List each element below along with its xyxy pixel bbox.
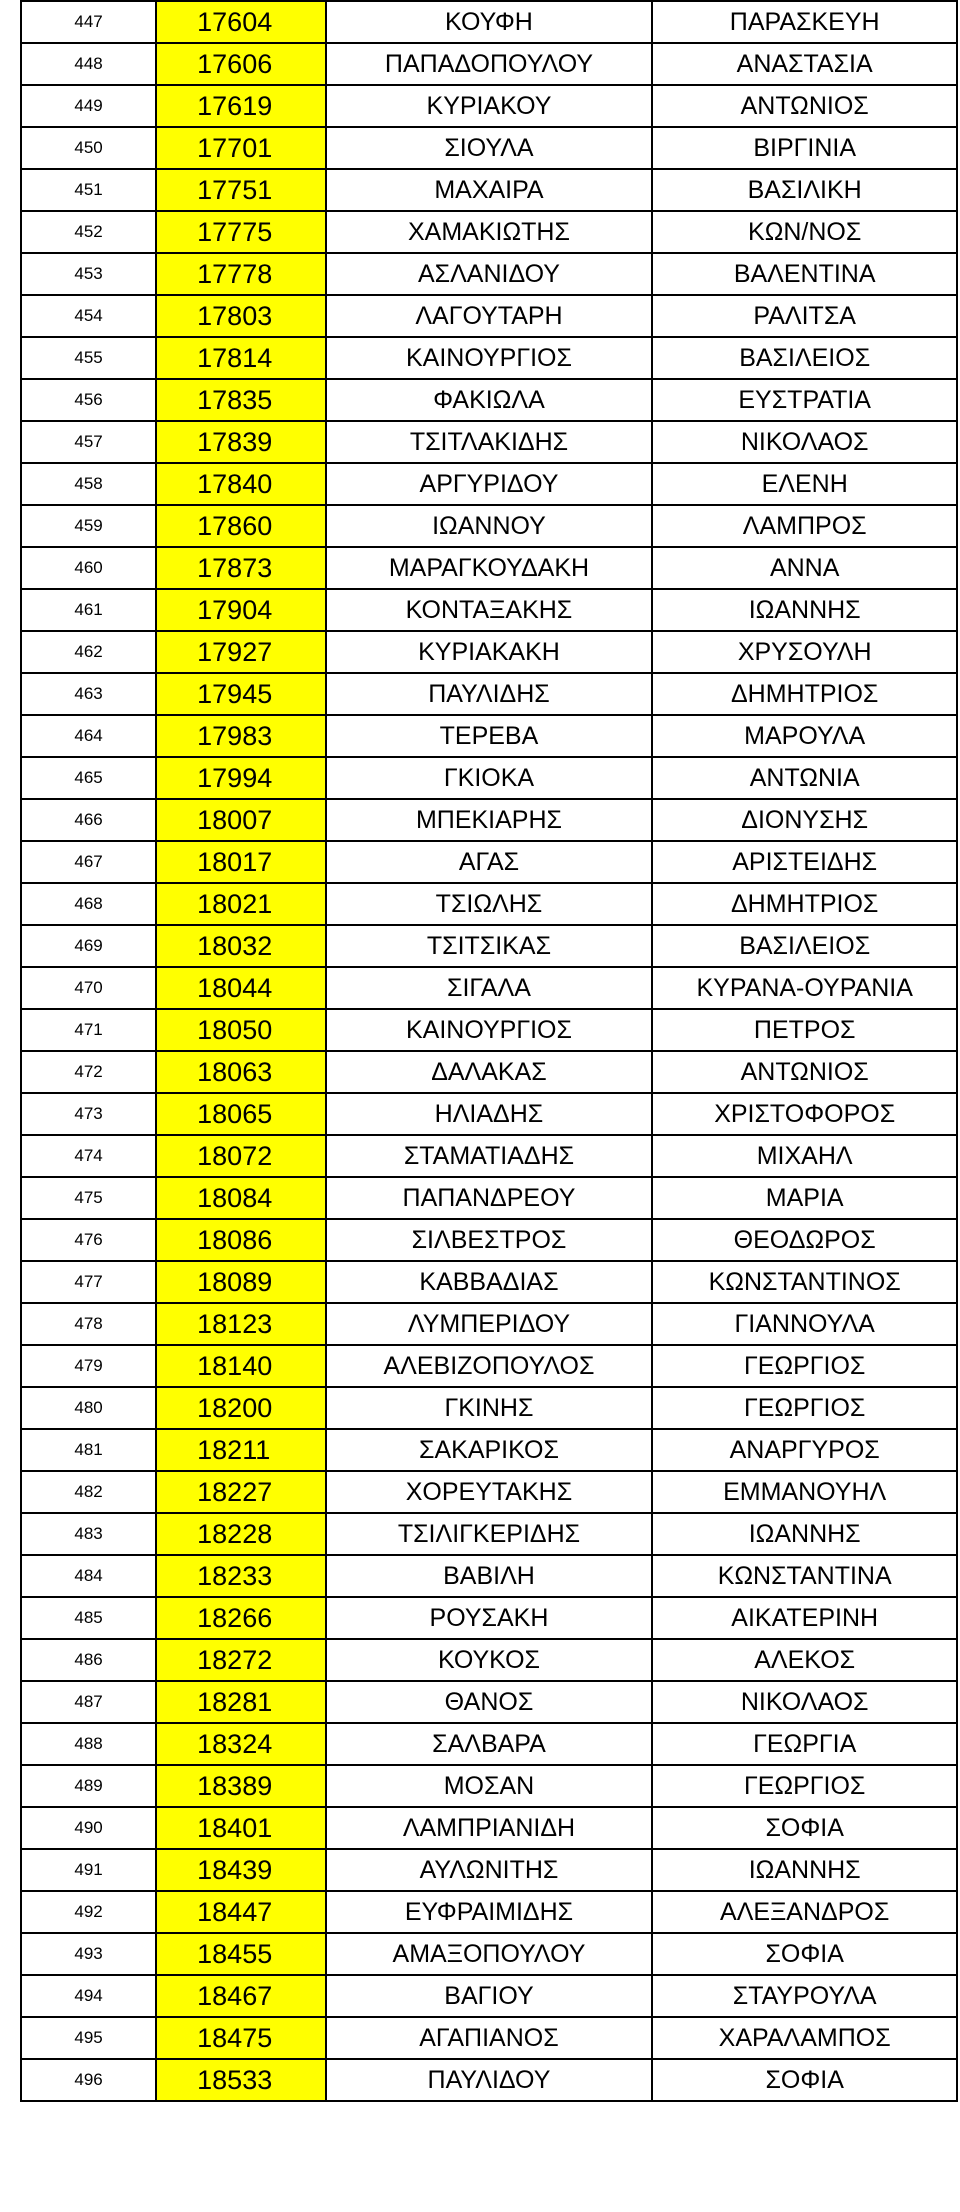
table-row [21, 715, 957, 757]
row-number-cell: 487 [21, 1681, 156, 1723]
row-number-cell: 474 [21, 1135, 156, 1177]
surname-cell: ΘΑΝΟΣ [326, 1681, 653, 1723]
code-cell: 17945 [156, 673, 325, 715]
table-row [21, 505, 957, 547]
code-cell: 18233 [156, 1555, 325, 1597]
code-cell: 17839 [156, 421, 325, 463]
row-number-cell: 468 [21, 883, 156, 925]
first-name-cell: ΔΙΟΝΥΣΗΣ [652, 799, 957, 841]
row-number-cell: 449 [21, 85, 156, 127]
row-number-cell: 496 [21, 2059, 156, 2101]
surname-cell: ΧΑΜΑΚΙΩΤΗΣ [326, 211, 653, 253]
code-cell: 18007 [156, 799, 325, 841]
row-number-cell: 469 [21, 925, 156, 967]
row-number-cell: 447 [21, 1, 156, 43]
surname-cell: ΛΥΜΠΕΡΙΔΟΥ [326, 1303, 653, 1345]
table-row [21, 1513, 957, 1555]
first-name-cell: ΓΙΑΝΝΟΥΛΑ [652, 1303, 957, 1345]
code-cell: 17840 [156, 463, 325, 505]
first-name-cell: ΕΥΣΤΡΑΤΙΑ [652, 379, 957, 421]
row-number-cell: 491 [21, 1849, 156, 1891]
surname-cell: ΜΟΣΑΝ [326, 1765, 653, 1807]
first-name-cell: ΧΡΙΣΤΟΦΟΡΟΣ [652, 1093, 957, 1135]
first-name-cell: ΑΛΕΞΑΝΔΡΟΣ [652, 1891, 957, 1933]
first-name-cell: ΡΑΛΙΤΣΑ [652, 295, 957, 337]
table-row [21, 169, 957, 211]
surname-cell: ΣΤΑΜΑΤΙΑΔΗΣ [326, 1135, 653, 1177]
row-number-cell: 480 [21, 1387, 156, 1429]
table-row [21, 1, 957, 43]
row-number-cell: 475 [21, 1177, 156, 1219]
table-row [21, 421, 957, 463]
row-number-cell: 461 [21, 589, 156, 631]
first-name-cell: ΜΙΧΑΗΛ [652, 1135, 957, 1177]
row-number-cell: 454 [21, 295, 156, 337]
table-row [21, 379, 957, 421]
code-cell: 17873 [156, 547, 325, 589]
table-row [21, 1849, 957, 1891]
table-row [21, 2017, 957, 2059]
code-cell: 17778 [156, 253, 325, 295]
code-cell: 18140 [156, 1345, 325, 1387]
table-body [21, 1, 957, 2101]
row-number-cell: 451 [21, 169, 156, 211]
surname-cell: ΡΟΥΣΑΚΗ [326, 1597, 653, 1639]
row-number-cell: 462 [21, 631, 156, 673]
surname-cell: ΒΑΓΙΟΥ [326, 1975, 653, 2017]
row-number-cell: 486 [21, 1639, 156, 1681]
table-row [21, 1639, 957, 1681]
surname-cell: ΤΣΙΤΣΙΚΑΣ [326, 925, 653, 967]
surname-cell: ΑΡΓΥΡΙΔΟΥ [326, 463, 653, 505]
table-row [21, 1555, 957, 1597]
table-row [21, 1471, 957, 1513]
first-name-cell: ΓΕΩΡΓΙΟΣ [652, 1765, 957, 1807]
code-cell: 17751 [156, 169, 325, 211]
table-row [21, 1219, 957, 1261]
table-row [21, 463, 957, 505]
surname-cell: ΤΣΙΤΛΑΚΙΔΗΣ [326, 421, 653, 463]
code-cell: 17775 [156, 211, 325, 253]
surname-cell: ΙΩΑΝΝΟΥ [326, 505, 653, 547]
table-row [21, 1723, 957, 1765]
surname-cell: ΣΑΛΒΑΡΑ [326, 1723, 653, 1765]
first-name-cell: ΣΟΦΙΑ [652, 1807, 957, 1849]
first-name-cell: ΑΡΙΣΤΕΙΔΗΣ [652, 841, 957, 883]
row-number-cell: 494 [21, 1975, 156, 2017]
table-row [21, 127, 957, 169]
table-row [21, 1093, 957, 1135]
code-cell: 18227 [156, 1471, 325, 1513]
code-cell: 17803 [156, 295, 325, 337]
table-row [21, 1177, 957, 1219]
table-row [21, 1051, 957, 1093]
row-number-cell: 450 [21, 127, 156, 169]
surname-cell: ΛΑΓΟΥΤΑΡΗ [326, 295, 653, 337]
table-row [21, 85, 957, 127]
first-name-cell: ΑΝΤΩΝΙΑ [652, 757, 957, 799]
surname-cell: ΓΚΙΝΗΣ [326, 1387, 653, 1429]
code-cell: 18063 [156, 1051, 325, 1093]
table-row [21, 757, 957, 799]
row-number-cell: 488 [21, 1723, 156, 1765]
surname-cell: ΤΣΙΩΛΗΣ [326, 883, 653, 925]
first-name-cell: ΜΑΡΟΥΛΑ [652, 715, 957, 757]
surname-cell: ΕΥΦΡΑΙΜΙΔΗΣ [326, 1891, 653, 1933]
surname-cell: ΣΑΚΑΡΙΚΟΣ [326, 1429, 653, 1471]
first-name-cell: ΑΝΤΩΝΙΟΣ [652, 1051, 957, 1093]
code-cell: 17619 [156, 85, 325, 127]
surname-cell: ΑΓΑΠΙΑΝΟΣ [326, 2017, 653, 2059]
row-number-cell: 482 [21, 1471, 156, 1513]
row-number-cell: 457 [21, 421, 156, 463]
table-row [21, 631, 957, 673]
table-row [21, 547, 957, 589]
row-number-cell: 458 [21, 463, 156, 505]
row-number-cell: 493 [21, 1933, 156, 1975]
surname-cell: ΠΑΥΛΙΔΗΣ [326, 673, 653, 715]
surname-cell: ΜΑΧΑΙΡΑ [326, 169, 653, 211]
code-cell: 18266 [156, 1597, 325, 1639]
surname-cell: ΜΑΡΑΓΚΟΥΔΑΚΗ [326, 547, 653, 589]
table-row [21, 1681, 957, 1723]
surname-cell: ΧΟΡΕΥΤΑΚΗΣ [326, 1471, 653, 1513]
code-cell: 18017 [156, 841, 325, 883]
row-number-cell: 472 [21, 1051, 156, 1093]
first-name-cell: ΙΩΑΝΝΗΣ [652, 1849, 957, 1891]
row-number-cell: 466 [21, 799, 156, 841]
code-cell: 18050 [156, 1009, 325, 1051]
first-name-cell: ΒΑΣΙΛΕΙΟΣ [652, 337, 957, 379]
code-cell: 18032 [156, 925, 325, 967]
first-name-cell: ΚΥΡΑΝΑ-ΟΥΡΑΝΙΑ [652, 967, 957, 1009]
code-cell: 17606 [156, 43, 325, 85]
surname-cell: ΑΛΕΒΙΖΟΠΟΥΛΟΣ [326, 1345, 653, 1387]
code-cell: 18211 [156, 1429, 325, 1471]
row-number-cell: 478 [21, 1303, 156, 1345]
surname-cell: ΑΣΛΑΝΙΔΟΥ [326, 253, 653, 295]
row-number-cell: 473 [21, 1093, 156, 1135]
surname-cell: ΚΑΙΝΟΥΡΓΙΟΣ [326, 1009, 653, 1051]
code-cell: 18200 [156, 1387, 325, 1429]
row-number-cell: 470 [21, 967, 156, 1009]
code-cell: 18401 [156, 1807, 325, 1849]
row-number-cell: 476 [21, 1219, 156, 1261]
code-cell: 18072 [156, 1135, 325, 1177]
row-number-cell: 464 [21, 715, 156, 757]
table-row [21, 589, 957, 631]
surname-cell: ΚΑΙΝΟΥΡΓΙΟΣ [326, 337, 653, 379]
surname-cell: ΣΙΟΥΛΑ [326, 127, 653, 169]
first-name-cell: ΚΩΝ/ΝΟΣ [652, 211, 957, 253]
first-name-cell: ΑΝΑΣΤΑΣΙΑ [652, 43, 957, 85]
surname-cell: ΤΣΙΛΙΓΚΕΡΙΔΗΣ [326, 1513, 653, 1555]
table-row [21, 1933, 957, 1975]
code-cell: 17994 [156, 757, 325, 799]
surname-cell: ΚΟΥΦΗ [326, 1, 653, 43]
table-row [21, 925, 957, 967]
first-name-cell: ΑΙΚΑΤΕΡΙΝΗ [652, 1597, 957, 1639]
first-name-cell: ΙΩΑΝΝΗΣ [652, 1513, 957, 1555]
surname-cell: ΚΥΡΙΑΚΑΚΗ [326, 631, 653, 673]
first-name-cell: ΧΑΡΑΛΑΜΠΟΣ [652, 2017, 957, 2059]
surname-cell: ΒΑΒΙΛΗ [326, 1555, 653, 1597]
code-cell: 18533 [156, 2059, 325, 2101]
first-name-cell: ΕΛΕΝΗ [652, 463, 957, 505]
first-name-cell: ΑΝΤΩΝΙΟΣ [652, 85, 957, 127]
names-table [20, 0, 958, 2102]
code-cell: 17904 [156, 589, 325, 631]
surname-cell: ΠΑΥΛΙΔΟΥ [326, 2059, 653, 2101]
surname-cell: ΤΕΡΕΒΑ [326, 715, 653, 757]
table-row [21, 1891, 957, 1933]
table-row [21, 883, 957, 925]
code-cell: 18455 [156, 1933, 325, 1975]
code-cell: 18123 [156, 1303, 325, 1345]
first-name-cell: ΑΝΑΡΓΥΡΟΣ [652, 1429, 957, 1471]
row-number-cell: 465 [21, 757, 156, 799]
code-cell: 18272 [156, 1639, 325, 1681]
first-name-cell: ΚΩΝΣΤΑΝΤΙΝΟΣ [652, 1261, 957, 1303]
code-cell: 18021 [156, 883, 325, 925]
surname-cell: ΣΙΛΒΕΣΤΡΟΣ [326, 1219, 653, 1261]
first-name-cell: ΘΕΟΔΩΡΟΣ [652, 1219, 957, 1261]
code-cell: 17835 [156, 379, 325, 421]
row-number-cell: 471 [21, 1009, 156, 1051]
row-number-cell: 485 [21, 1597, 156, 1639]
code-cell: 18281 [156, 1681, 325, 1723]
code-cell: 17860 [156, 505, 325, 547]
row-number-cell: 484 [21, 1555, 156, 1597]
surname-cell: ΑΓΑΣ [326, 841, 653, 883]
table-row [21, 841, 957, 883]
first-name-cell: ΒΑΣΙΛΕΙΟΣ [652, 925, 957, 967]
table-row [21, 1009, 957, 1051]
table-row [21, 1975, 957, 2017]
surname-cell: ΚΑΒΒΑΔΙΑΣ [326, 1261, 653, 1303]
first-name-cell: ΓΕΩΡΓΙΑ [652, 1723, 957, 1765]
surname-cell: ΣΙΓΑΛΑ [326, 967, 653, 1009]
first-name-cell: ΕΜΜΑΝΟΥΗΛ [652, 1471, 957, 1513]
code-cell: 18065 [156, 1093, 325, 1135]
first-name-cell: ΔΗΜΗΤΡΙΟΣ [652, 673, 957, 715]
code-cell: 18324 [156, 1723, 325, 1765]
code-cell: 17983 [156, 715, 325, 757]
row-number-cell: 490 [21, 1807, 156, 1849]
first-name-cell: ΒΑΛΕΝΤΙΝΑ [652, 253, 957, 295]
surname-cell: ΜΠΕΚΙΑΡΗΣ [326, 799, 653, 841]
surname-cell: ΛΑΜΠΡΙΑΝΙΔΗ [326, 1807, 653, 1849]
first-name-cell: ΝΙΚΟΛΑΟΣ [652, 421, 957, 463]
first-name-cell: ΠΑΡΑΣΚΕΥΗ [652, 1, 957, 43]
row-number-cell: 459 [21, 505, 156, 547]
first-name-cell: ΛΑΜΠΡΟΣ [652, 505, 957, 547]
code-cell: 18086 [156, 1219, 325, 1261]
table-row [21, 337, 957, 379]
row-number-cell: 477 [21, 1261, 156, 1303]
first-name-cell: ΓΕΩΡΓΙΟΣ [652, 1345, 957, 1387]
table-row [21, 1429, 957, 1471]
table-row [21, 295, 957, 337]
code-cell: 18467 [156, 1975, 325, 2017]
code-cell: 18089 [156, 1261, 325, 1303]
code-cell: 18439 [156, 1849, 325, 1891]
row-number-cell: 483 [21, 1513, 156, 1555]
first-name-cell: ΔΗΜΗΤΡΙΟΣ [652, 883, 957, 925]
first-name-cell: ΣΤΑΥΡΟΥΛΑ [652, 1975, 957, 2017]
code-cell: 18475 [156, 2017, 325, 2059]
table-row [21, 43, 957, 85]
surname-cell: ΚΥΡΙΑΚΟΥ [326, 85, 653, 127]
table-row [21, 1345, 957, 1387]
row-number-cell: 453 [21, 253, 156, 295]
first-name-cell: ΚΩΝΣΤΑΝΤΙΝΑ [652, 1555, 957, 1597]
surname-cell: ΚΟΥΚΟΣ [326, 1639, 653, 1681]
code-cell: 17701 [156, 127, 325, 169]
code-cell: 17604 [156, 1, 325, 43]
row-number-cell: 452 [21, 211, 156, 253]
first-name-cell: ΑΛΕΚΟΣ [652, 1639, 957, 1681]
row-number-cell: 455 [21, 337, 156, 379]
table-row [21, 1765, 957, 1807]
first-name-cell: ΧΡΥΣΟΥΛΗ [652, 631, 957, 673]
row-number-cell: 479 [21, 1345, 156, 1387]
table-row [21, 2059, 957, 2101]
row-number-cell: 492 [21, 1891, 156, 1933]
table-row [21, 1387, 957, 1429]
table-row [21, 1261, 957, 1303]
row-number-cell: 460 [21, 547, 156, 589]
row-number-cell: 467 [21, 841, 156, 883]
table-row [21, 673, 957, 715]
first-name-cell: ΙΩΑΝΝΗΣ [652, 589, 957, 631]
table-row [21, 799, 957, 841]
first-name-cell: ΣΟΦΙΑ [652, 2059, 957, 2101]
first-name-cell: ΣΟΦΙΑ [652, 1933, 957, 1975]
code-cell: 18084 [156, 1177, 325, 1219]
row-number-cell: 463 [21, 673, 156, 715]
table-row [21, 211, 957, 253]
first-name-cell: ΒΑΣΙΛΙΚΗ [652, 169, 957, 211]
table-row [21, 1303, 957, 1345]
first-name-cell: ΝΙΚΟΛΑΟΣ [652, 1681, 957, 1723]
surname-cell: ΚΟΝΤΑΞΑΚΗΣ [326, 589, 653, 631]
table-row [21, 1135, 957, 1177]
table-row [21, 253, 957, 295]
table-row [21, 1807, 957, 1849]
surname-cell: ΠΑΠΑΝΔΡΕΟΥ [326, 1177, 653, 1219]
first-name-cell: ΓΕΩΡΓΙΟΣ [652, 1387, 957, 1429]
results-sheet [20, 0, 958, 2102]
surname-cell: ΦΑΚΙΩΛΑ [326, 379, 653, 421]
first-name-cell: ΑΝΝΑ [652, 547, 957, 589]
code-cell: 18228 [156, 1513, 325, 1555]
table-row [21, 1597, 957, 1639]
first-name-cell: ΜΑΡΙΑ [652, 1177, 957, 1219]
code-cell: 17814 [156, 337, 325, 379]
surname-cell: ΗΛΙΑΔΗΣ [326, 1093, 653, 1135]
row-number-cell: 489 [21, 1765, 156, 1807]
code-cell: 18389 [156, 1765, 325, 1807]
surname-cell: ΑΥΛΩΝΙΤΗΣ [326, 1849, 653, 1891]
row-number-cell: 495 [21, 2017, 156, 2059]
row-number-cell: 456 [21, 379, 156, 421]
row-number-cell: 481 [21, 1429, 156, 1471]
code-cell: 18447 [156, 1891, 325, 1933]
first-name-cell: ΠΕΤΡΟΣ [652, 1009, 957, 1051]
surname-cell: ΔΑΛΑΚΑΣ [326, 1051, 653, 1093]
first-name-cell: ΒΙΡΓΙΝΙΑ [652, 127, 957, 169]
surname-cell: ΠΑΠΑΔΟΠΟΥΛΟΥ [326, 43, 653, 85]
code-cell: 18044 [156, 967, 325, 1009]
surname-cell: ΓΚΙΟΚΑ [326, 757, 653, 799]
code-cell: 17927 [156, 631, 325, 673]
table-row [21, 967, 957, 1009]
row-number-cell: 448 [21, 43, 156, 85]
surname-cell: ΑΜΑΞΟΠΟΥΛΟΥ [326, 1933, 653, 1975]
